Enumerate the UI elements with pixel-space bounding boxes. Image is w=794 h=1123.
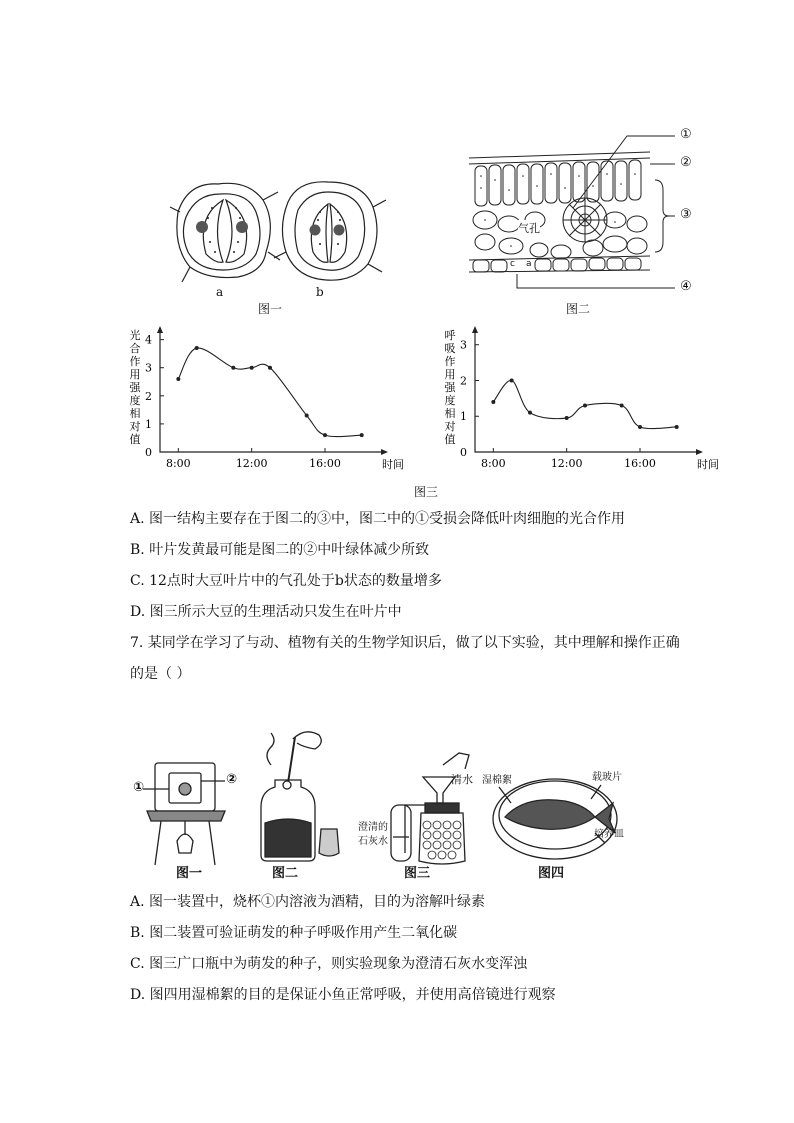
chart1-ylabel-char: 对 <box>129 420 141 433</box>
chart1-ytick-label: 1 <box>145 417 152 431</box>
exp-fig3-label-water: 清水 <box>451 773 473 786</box>
chart2-xtick-label: 16:00 <box>624 457 656 470</box>
chart1-ylabel-char: 光 <box>129 329 141 342</box>
chart2-ylabel-char: 呼 <box>444 329 456 342</box>
chart2-y-arrow <box>472 326 478 333</box>
q6-option-c: C. 12点时大豆叶片中的气孔处于b状态的数量增多 <box>130 573 442 589</box>
exp-fig4-label-cotton: 湿棉絮 <box>482 775 512 786</box>
chart-respiration-svg <box>440 325 725 475</box>
chart1-xtick-label: 8:00 <box>165 457 191 470</box>
exp-fig4-label-dish: 培养皿 <box>594 829 624 840</box>
chart1-axes <box>160 328 386 452</box>
chart2-ylabel-char: 强 <box>444 381 456 394</box>
chart-photosynthesis <box>125 325 410 475</box>
exp-fig3-label-lime1: 澄清的 <box>358 822 388 833</box>
fig1-label-b: b <box>316 285 324 299</box>
exp-fig3-caption: 图三 <box>404 866 431 881</box>
chart2-ylabel-char: 对 <box>444 420 456 433</box>
chart2-data-point <box>510 378 514 382</box>
chart2-ylabel-char: 用 <box>444 368 456 381</box>
chart2-data-point <box>565 416 569 420</box>
experiment-drawing <box>125 725 625 880</box>
chart2-xtick-label: 12:00 <box>550 457 583 470</box>
chart2-data-point <box>675 425 679 429</box>
q7-option-a: A. 图一装置中，烧杯①内溶液为酒精，目的为溶解叶绿素 <box>130 894 486 910</box>
chart1-x-arrow <box>381 449 388 455</box>
q6-option-a: A. 图一结构主要存在于图二的③中，图二中的①受损会降低叶肉细胞的光合作用 <box>130 511 626 527</box>
fig2-marker-4: ④ <box>680 279 692 294</box>
fig2-marker-3: ③ <box>680 207 692 222</box>
chart2-data-point <box>638 425 642 429</box>
exp-fig1-caption: 图一 <box>176 866 203 881</box>
chart2-data-point <box>620 404 624 408</box>
chart2-data-point <box>491 400 495 404</box>
chart1-series-line <box>178 348 361 437</box>
chart2-ylabel-char: 作 <box>444 355 456 368</box>
chart1-ylabel-char: 作 <box>129 355 141 368</box>
chart2-ytick-label: 1 <box>460 410 467 424</box>
chart1-xtick-label: 16:00 <box>309 457 341 470</box>
q6-option-b: B. 叶片发黄最可能是图二的②中叶绿体减少所致 <box>130 542 430 558</box>
chart1-ytick-label: 2 <box>145 389 152 403</box>
fig1-label-a: a <box>216 285 224 299</box>
q7-option-b: B. 图二装置可验证萌发的种子呼吸作用产生二氧化碳 <box>130 925 458 941</box>
fig2-letter-c: c <box>510 259 515 269</box>
chart1-ytick-label: 3 <box>145 361 152 375</box>
chart1-ytick-label: 4 <box>145 333 152 347</box>
experiment-figures <box>125 725 625 880</box>
chart2-ytick-label: 0 <box>460 446 467 459</box>
fig2-marker-1: ① <box>680 127 692 142</box>
fig2-letter-a: a <box>526 259 532 269</box>
chart2-ylabel-char: 吸 <box>444 342 456 355</box>
chart1-ylabel-char: 用 <box>129 368 141 381</box>
leaf-section-drawing <box>465 128 705 298</box>
q6-option-d: D. 图三所示大豆的生理活动只发生在叶片中 <box>130 604 402 620</box>
q7-option-d: D. 图四用湿棉絮的目的是保证小鱼正常呼吸，并使用高倍镜进行观察 <box>130 987 556 1003</box>
chart2-x-arrow <box>696 449 703 455</box>
fig3-caption: 图三 <box>414 485 439 499</box>
q7-stem-line2: 的是（ ） <box>130 666 191 682</box>
chart1-data-point <box>360 433 364 437</box>
chart1-data-point <box>176 377 180 381</box>
chart2-ylabel-char: 相 <box>444 407 456 420</box>
chart1-data-point <box>323 433 327 437</box>
chart1-ylabel-char: 强 <box>129 381 141 394</box>
figure-leaf-section <box>465 128 705 298</box>
exp-fig3-label-lime2: 石灰水 <box>358 836 388 847</box>
chart1-data-point <box>250 366 254 370</box>
chart2-data-point <box>528 411 532 415</box>
chart1-ylabel-char: 值 <box>129 433 141 446</box>
chart2-ylabel-char: 度 <box>444 394 456 407</box>
chart1-ytick-label: 0 <box>145 446 152 459</box>
chart1-ylabel-char: 合 <box>129 342 141 355</box>
chart2-ylabel-char: 值 <box>444 433 456 446</box>
chart-respiration <box>440 325 725 475</box>
exp-fig2-caption: 图二 <box>272 866 299 881</box>
chart2-axes <box>475 328 701 452</box>
chart2-xtick-label: 8:00 <box>480 457 506 470</box>
fig2-stoma-label: 气孔 <box>518 222 540 235</box>
chart2-ytick-label: 2 <box>460 374 467 388</box>
q7-stem-line1: 7. 某同学在学习了与动、植物有关的生物学知识后，做了以下实验，其中理解和操作正确 <box>130 635 680 651</box>
exp-fig1-marker-2: ② <box>226 772 238 787</box>
chart1-data-point <box>268 366 272 370</box>
exp-fig1-marker-1: ① <box>133 780 145 795</box>
chart1-data-point <box>305 413 309 417</box>
chart2-ytick-label: 3 <box>460 338 467 352</box>
fig2-marker-2: ② <box>680 155 692 170</box>
chart-photosynthesis-svg <box>125 325 410 475</box>
chart2-xlabel: 时间 <box>697 458 719 471</box>
fig1-caption: 图一 <box>258 302 283 316</box>
chart1-data-point <box>231 366 235 370</box>
exp-fig4-caption: 图四 <box>538 866 565 881</box>
chart1-xlabel: 时间 <box>382 458 404 471</box>
exp-fig4-label-slide: 载玻片 <box>592 772 622 783</box>
chart1-data-point <box>195 346 199 350</box>
q7-option-c: C. 图三广口瓶中为萌发的种子，则实验现象为澄清石灰水变浑浊 <box>130 956 528 972</box>
chart1-y-arrow <box>157 326 163 333</box>
chart1-ylabel-char: 相 <box>129 407 141 420</box>
chart1-ylabel-char: 度 <box>129 394 141 407</box>
chart1-xtick-label: 12:00 <box>235 457 268 470</box>
fig2-caption: 图二 <box>566 302 591 316</box>
chart2-data-point <box>583 404 587 408</box>
